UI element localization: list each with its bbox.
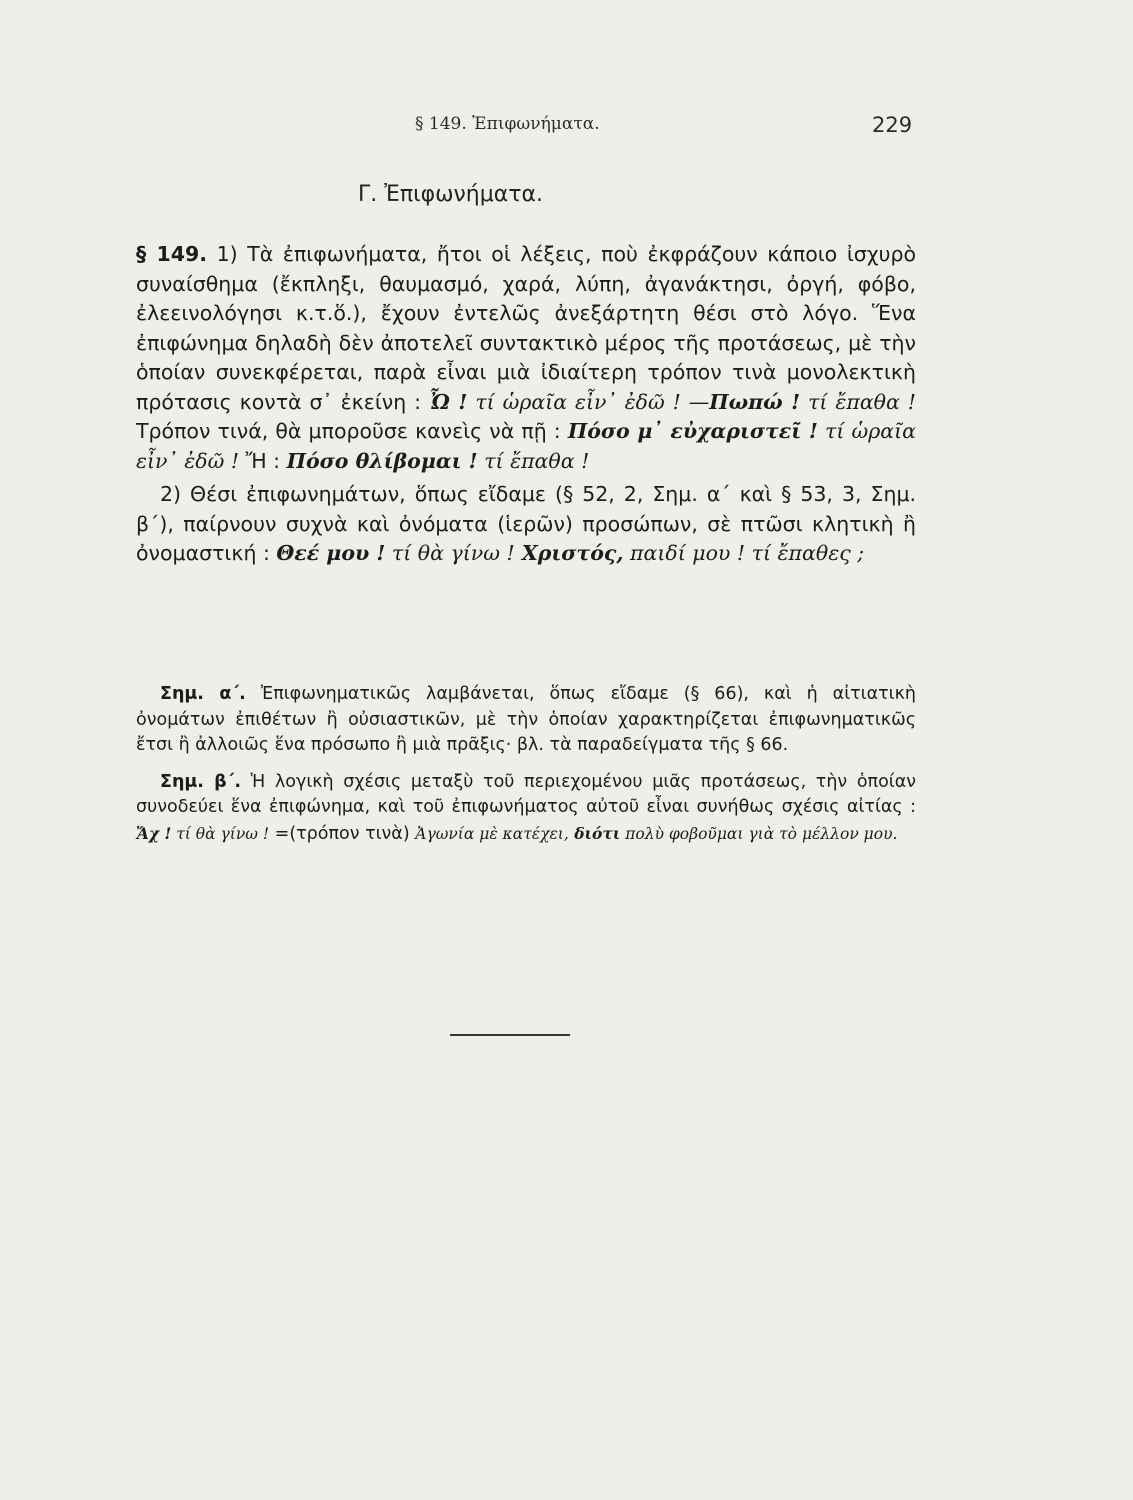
note-b bbox=[136, 770, 916, 848]
example: τί ὡραῖα εἶν᾽ ἐδῶ ! bbox=[136, 419, 916, 473]
note-b-text: =(τρόπον τινὰ) bbox=[269, 823, 416, 844]
example: τί ἔπαθα ! bbox=[477, 448, 590, 473]
note-a bbox=[136, 682, 916, 759]
notes bbox=[136, 682, 916, 858]
example: Ἄχ ! bbox=[136, 823, 172, 843]
example: διότι bbox=[568, 823, 621, 843]
example: Ὦ ! bbox=[428, 389, 468, 414]
note-b-text: Ἡ λογικὴ σχέσις μεταξὺ τοῦ περιεχομένου μιᾶς προτάσεως, τὴν ὁποίαν συνοδεύει ἕνα ἐπιφώνημα, καὶ τοῦ ἐπιφωνήματος αὐτοῦ εἶναι συνήθως σχέσις αἰτίας : bbox=[136, 771, 917, 817]
example: τί θὰ γίνω ! bbox=[171, 824, 270, 843]
note-b-label: Σημ. β΄. bbox=[160, 771, 242, 792]
example: παιδί μου ! τί ἔπαθες ; bbox=[623, 541, 865, 565]
paragraph-1-text: Τρόπον τινά, θὰ μποροῦσε κανεὶς νὰ πῇ : bbox=[136, 419, 568, 443]
note-a-text: Ἐπιφωνηματικῶς λαμβάνεται, ὅπως εἴδαμε (§ 66), καὶ ἡ αἰτιατικὴ ὀνομάτων ἐπιθέτων ἢ οὐσιαστικῶν, μὲ τὴν ὁποίαν χαρακτηρίζεται ἐπιφωνηματικῶς ἔτσι ἢ ἀλλοιῶς ἕνα πρόσωπο ἢ μιὰ πρᾶξις· βλ. τὰ παραδείγματα τῆς § 66. bbox=[136, 684, 916, 755]
paragraph-1-text: 1) Τὰ ἐπιφωνήματα, ἤτοι οἱ λέξεις, ποὺ ἐκφράζουν κάποιο ἰσχυρὸ συναίσθημα (ἔκπληξι, θαυμασμό, χαρά, λύπη, ἀγανάκτησι, ὀργή, φόβο, ἐλεεινολόγησι κ.τ.ὅ.), ἔχουν ἐντελῶς ἀνεξάρτητη θέσι στὸ λόγο. Ἕνα ἐπιφώνημα δηλαδὴ δὲν ἀποτελεῖ συντακτικὸ μέρος τῆς προτάσεως, μὲ τὴν ὁποίαν συνεκφέρεται, παρὰ εἶναι μιὰ ἰδιαίτερη τρόπον τινὰ μονολεκτικὴ πρότασις κοντὰ σ᾽ ἐκείνη : bbox=[136, 242, 917, 414]
example: Πόσο μ᾽ εὐχαριστεῖ ! bbox=[567, 419, 818, 443]
paragraph-1 bbox=[136, 240, 916, 476]
example: Πόσο θλίβομαι ! bbox=[286, 448, 478, 473]
example: τί ὡραῖα εἶν᾽ ἐδῶ ! — bbox=[467, 389, 710, 414]
section-heading: Γ. Ἐπιφωνήματα. bbox=[358, 182, 543, 207]
running-header-title: § 149. Ἐπιφωνήματα. bbox=[415, 114, 600, 134]
example: Χριστός, bbox=[514, 541, 624, 565]
paragraph-2 bbox=[136, 480, 916, 569]
paragraph-2-text: 2) Θέσι ἐπιφωνημάτων, ὅπως εἴδαμε (§ 52, 2, Σημ. α΄ καὶ § 53, 3, Σημ. β΄), παίρνουν συχνὰ καὶ ὀνόματα (ἱερῶν) προσώπων, σὲ πτῶσι κλητικὴ ἢ ὀνομαστική : bbox=[136, 482, 916, 565]
example: πολὺ φοβοῦμαι γιὰ τὸ μέλλον μου. bbox=[620, 824, 898, 843]
page-number: 229 bbox=[872, 113, 913, 137]
example: Ἀγωνία μὲ κατέχει, bbox=[415, 824, 569, 843]
main-text bbox=[136, 240, 916, 569]
example: Πωπώ ! bbox=[709, 389, 801, 414]
section-number: § 149. bbox=[136, 242, 208, 266]
note-a-label: Σημ. α΄. bbox=[160, 684, 246, 704]
example: Θεέ μου ! bbox=[276, 541, 386, 565]
example: τί θὰ γίνω ! bbox=[385, 541, 515, 565]
end-rule bbox=[450, 1034, 570, 1036]
paragraph-1-text: Ἤ : bbox=[239, 448, 287, 473]
example: τί ἔπαθα ! bbox=[800, 389, 917, 414]
